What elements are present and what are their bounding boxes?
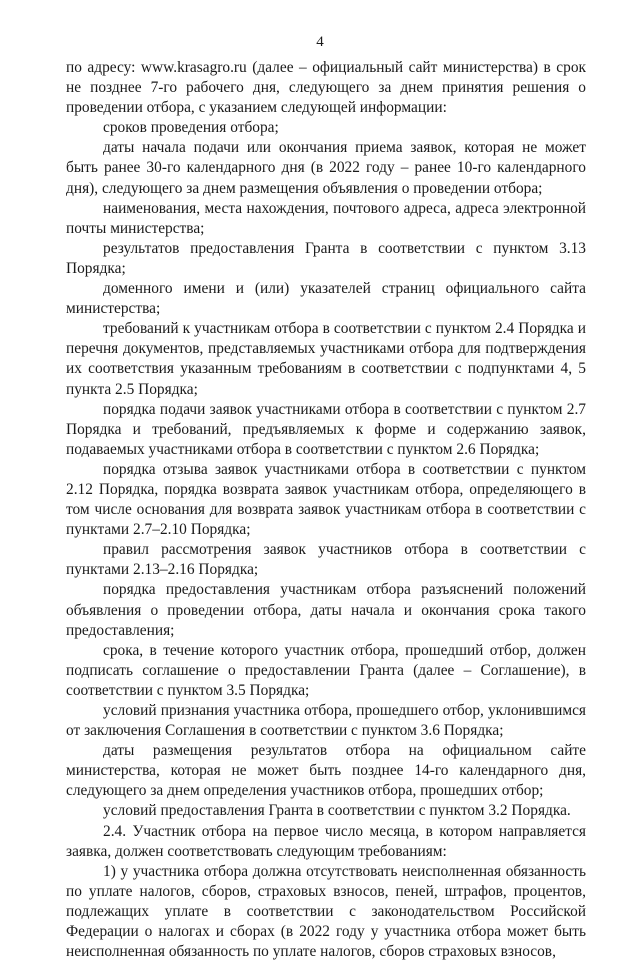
document-body	[66, 58, 586, 962]
paragraph-ministry-details: наименования, места нахождения, почтового адреса, адреса электронной почты министерства;	[66, 199, 586, 237]
paragraph-participant-requirements: требований к участникам отбора в соответствии с пунктом 2.4 Порядка и перечня документов, представляемых участниками отбора для подтверждения их соответствия указанным требованиям в соответствии с подпунктами 4, 5 пункта 2.5 Порядка;	[66, 320, 586, 398]
paragraph-review-rules: правил рассмотрения заявок участников отбора в соответствии с пунктами 2.13–2.16 Порядка;	[66, 541, 586, 579]
paragraph-evasion-conditions: условий признания участника отбора, прошедшего отбор, уклонившимся от заключения Соглашения в соответствии с пунктом 3.6 Порядка;	[66, 702, 586, 740]
paragraph-results-publication: даты размещения результатов отбора на официальном сайте министерства, которая не может быть позднее 14-го календарного дня, следующего за днем определения участников отбора, прошедших отбор;	[66, 742, 586, 800]
paragraph-submission-procedure: порядка подачи заявок участниками отбора в соответствии с пунктом 2.7 Порядка и требований, предъявляемых к форме и содержанию заявок, подаваемых участниками отбора в соответствии с пунктом 2.6 Порядка;	[66, 400, 586, 458]
paragraph-requirement-1: 1) у участника отбора должна отсутствовать неисполненная обязанность по уплате налогов, сборов, страховых взносов, пеней, штрафов, процентов, подлежащих уплате в соответствии с законодательством Российской Федерации о налогах и сборах (в 2022 году у участника отбора может быть неисполненная обязанность по уплате налогов, сборов страховых взносов,	[66, 862, 586, 961]
paragraph-address: по адресу: www.krasagro.ru (далее – официальный сайт министерства) в срок не позднее 7-го рабочего дня, следующего за днем принятия решения о проведении отбора, с указанием следующей информации:	[66, 59, 586, 117]
paragraph-signing-deadline: срока, в течение которого участник отбора, прошедший отбор, должен подписать соглашение о предоставлении Гранта (далее – Соглашение), в соответствии с пунктом 3.5 Порядка;	[66, 641, 586, 699]
paragraph-application-dates: даты начала подачи или окончания приема заявок, которая не может быть ранее 30-го календарного дня (в 2022 году – ранее 10-го календарного дня), следующего за днем размещения объявления о проведении отбора;	[66, 139, 586, 197]
paragraph-grant-conditions: условий предоставления Гранта в соответствии с пунктом 3.2 Порядка.	[103, 802, 571, 820]
paragraph-selection-dates: сроков проведения отбора;	[103, 119, 279, 137]
paragraph-domain-name: доменного имени и (или) указателей страниц официального сайта министерства;	[66, 280, 586, 318]
paragraph-grant-results: результатов предоставления Гранта в соответствии с пунктом 3.13 Порядка;	[66, 239, 586, 277]
paragraph-section-2-4: 2.4. Участник отбора на первое число месяца, в котором направляется заявка, должен соответствовать следующим требованиям:	[66, 822, 586, 860]
page-number: 4	[316, 34, 324, 50]
paragraph-withdrawal-procedure: порядка отзыва заявок участниками отбора в соответствии с пунктом 2.12 Порядка, порядка возврата заявок участникам отбора, определяющего в том числе основания для возврата заявок участникам отбора в соответствии с пунктами 2.7–2.10 Порядка;	[66, 460, 586, 539]
paragraph-clarifications: порядка предоставления участникам отбора разъяснений положений объявления о проведении отбора, даты начала и окончания срока такого предоставления;	[66, 581, 586, 639]
